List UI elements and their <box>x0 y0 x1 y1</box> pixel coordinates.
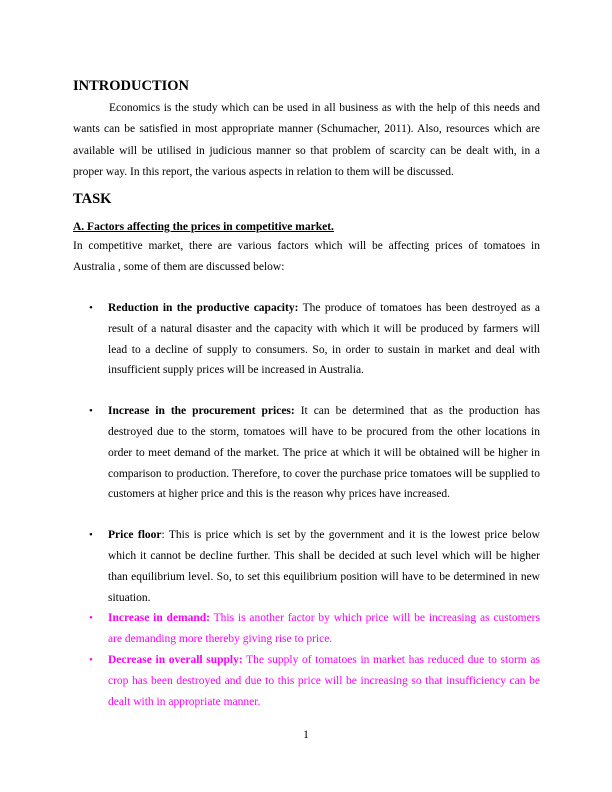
section-a-lead-paragraph: In competitive market, there are various factors which will be affecting prices of tomatoes in Australia , some of them are discussed below: <box>73 240 540 274</box>
factor-text: It can be determined that as the production has destroyed due to the storm, tomatoes will have to be procured from the other locations in order to meet demand of the market. The price at which it will be obtained will be higher in comparison to production. Therefore, to cover the purchase price tomatoes will be supplied to customers at higher price and this is the reason why prices have increased. <box>108 405 541 501</box>
bullet-icon: • <box>89 653 93 666</box>
bullet-icon: • <box>89 302 93 314</box>
factor-term: Reduction in the productive capacity: <box>108 302 299 314</box>
bullet-icon: • <box>89 612 93 625</box>
introduction-paragraph: Economics is the study which can be used in all business as with the help of this needs and wants can be satisfied in most appropriate manner (Schumacher, 2011). Also, resources which are available will be utilised in judicious manner so that problem of scarcity can be dealt with, in a proper way. In this report, the various aspects in relation to them will be discussed. <box>73 102 540 178</box>
factor-text: The supply of tomatoes in market has reduced due to storm as crop has been destroyed and due to this price will be increasing so that insufficiency can be dealt with in appropriate manner. <box>108 653 540 708</box>
factor-term: Price floor <box>108 529 162 542</box>
factor-term: Increase in demand: <box>108 612 211 625</box>
factor-item-productive-capacity <box>73 298 540 381</box>
bullet-icon: • <box>89 405 93 418</box>
factor-text: This is another factor by which price will be increasing as customers are demanding more thereby giving rise to price. <box>108 612 540 646</box>
factor-term: Decrease in overall supply: <box>108 653 243 666</box>
section-a-heading: A. Factors affecting the prices in competitive market. <box>73 221 334 233</box>
factor-term: Increase in the procurement prices: <box>108 405 295 418</box>
introduction-heading: INTRODUCTION <box>73 78 190 94</box>
factors-list <box>73 298 540 712</box>
factor-text: The produce of tomatoes has been destroyed as a result of a natural disaster and the capacity with which it will be produced by farmers will lead to a decline of supply to consumers. So, in order to sustain in market and deal with insufficient supply prices will be increased in Australia. <box>108 302 541 377</box>
factor-item-procurement-prices <box>73 401 540 505</box>
task-heading: TASK <box>73 191 112 207</box>
factor-text: : This is price which is set by the government and it is the lowest price below which it cannot be decline further. This shall be decided at such level which will be higher than equilibrium level. So, to set this equilibrium position will have to be determined in new situation. <box>108 529 540 604</box>
bullet-icon: • <box>89 529 93 542</box>
factor-item-decrease-in-supply <box>73 650 540 712</box>
factor-item-increase-in-demand <box>73 608 540 650</box>
factor-item-price-floor <box>73 525 540 608</box>
page-number: 1 <box>303 729 309 741</box>
